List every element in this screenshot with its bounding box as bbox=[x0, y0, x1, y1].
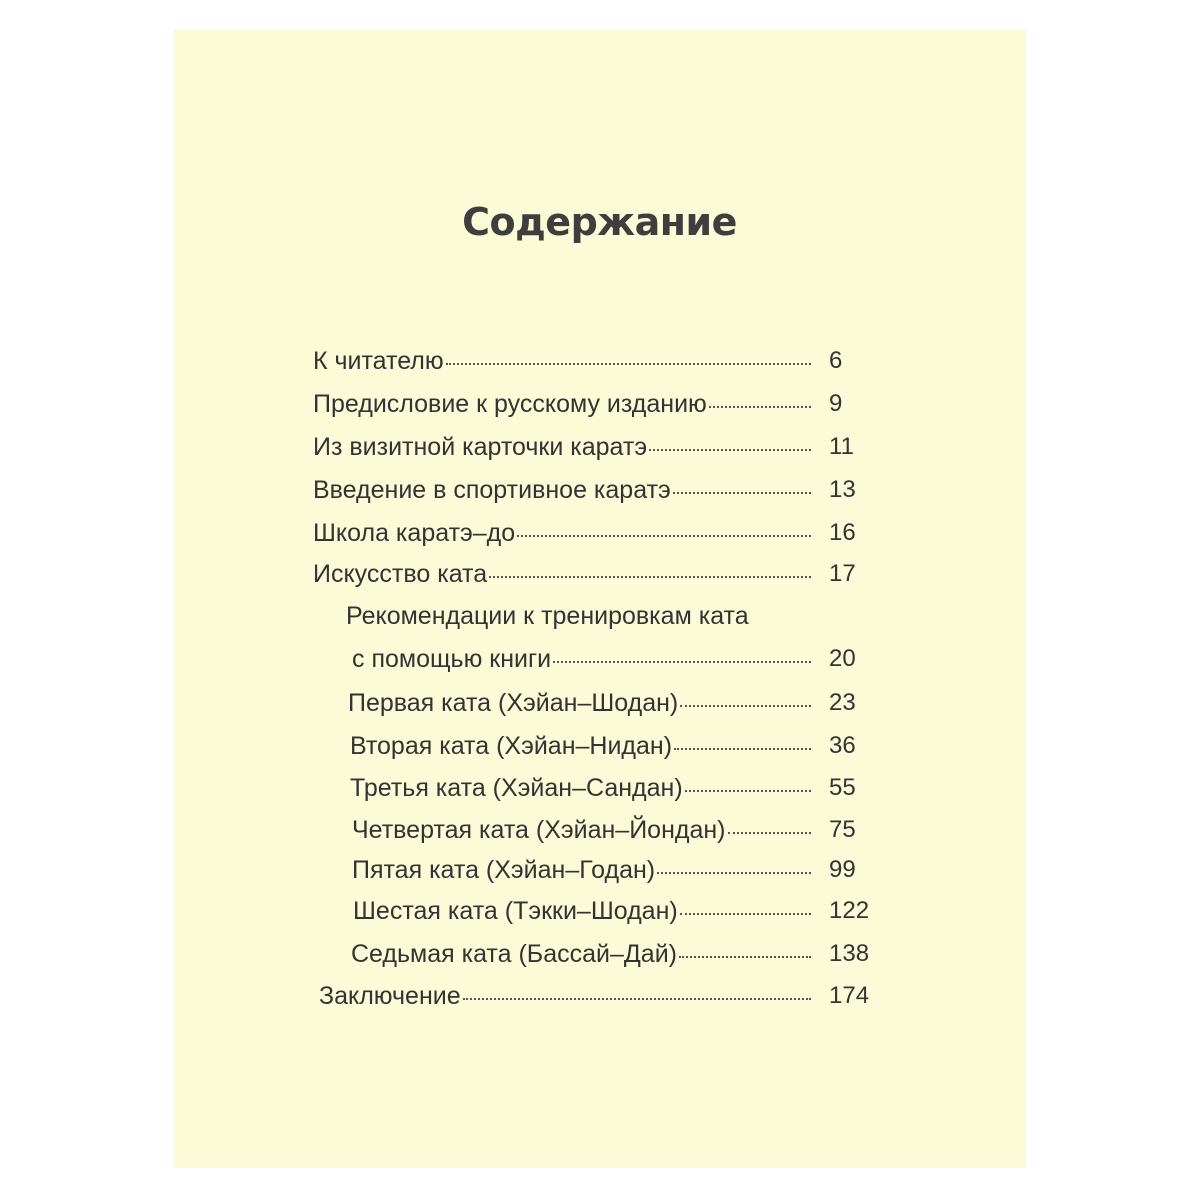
toc-entry bbox=[313, 390, 815, 426]
book-page bbox=[173, 30, 1026, 1168]
toc-entry-text: Шестая ката (Тэкки–Шодан) bbox=[353, 897, 678, 925]
toc-page-number: 20 bbox=[829, 645, 856, 672]
toc-entry-text: Третья ката (Хэйан–Сандан) bbox=[350, 774, 683, 802]
toc-entry-text: Введение в спортивное каратэ bbox=[313, 476, 671, 504]
toc-entry bbox=[313, 519, 815, 555]
dot-leader bbox=[553, 661, 811, 663]
dot-leader bbox=[517, 535, 811, 537]
toc-entry-text: Рекомендации к тренировкам ката bbox=[346, 602, 749, 630]
toc-entry-text: Вторая ката (Хэйан–Нидан) bbox=[350, 732, 673, 760]
toc-entry-text: Школа каратэ–до bbox=[313, 519, 516, 547]
toc-entry bbox=[352, 856, 815, 892]
dot-leader bbox=[446, 363, 811, 365]
toc-entry bbox=[353, 897, 815, 933]
dot-leader bbox=[680, 913, 811, 915]
toc-page-number: 6 bbox=[829, 347, 843, 374]
toc-entry bbox=[352, 645, 815, 681]
toc-entry-text: Заключение bbox=[319, 982, 461, 1010]
toc-entry-text: Предисловие к русскому изданию bbox=[313, 390, 707, 418]
toc-page-number: 23 bbox=[829, 689, 856, 716]
toc-entry-text: К читателю bbox=[313, 347, 444, 375]
toc-page-number: 9 bbox=[829, 390, 843, 417]
toc-entry-text: Четвертая ката (Хэйан–Йондан) bbox=[352, 816, 726, 844]
toc-page-number: 11 bbox=[829, 433, 854, 460]
toc-page-number: 17 bbox=[829, 560, 856, 587]
toc-entry bbox=[319, 982, 815, 1018]
toc-entry bbox=[351, 940, 815, 976]
toc-page-number: 99 bbox=[829, 856, 856, 883]
toc-entry bbox=[350, 774, 815, 810]
toc-entry-text: Из визитной карточки каратэ bbox=[313, 433, 648, 461]
toc-page-number: 55 bbox=[829, 774, 856, 801]
toc-page-number: 174 bbox=[829, 982, 870, 1009]
dot-leader bbox=[489, 576, 811, 578]
toc-entry-text: Первая ката (Хэйан–Шодан) bbox=[348, 689, 679, 717]
dot-leader bbox=[649, 449, 811, 451]
table-of-contents bbox=[173, 30, 1026, 1168]
toc-entry bbox=[352, 816, 815, 852]
toc-page-number: 75 bbox=[829, 816, 856, 843]
toc-entry bbox=[313, 560, 815, 596]
toc-page-number: 16 bbox=[829, 519, 856, 546]
toc-page-number: 36 bbox=[829, 732, 856, 759]
toc-entry bbox=[313, 347, 815, 383]
toc-entry bbox=[350, 732, 815, 768]
toc-entry-line1 bbox=[346, 602, 826, 638]
dot-leader bbox=[463, 998, 811, 1000]
dot-leader bbox=[679, 956, 811, 958]
toc-page-number: 122 bbox=[829, 897, 870, 924]
dot-leader bbox=[685, 790, 811, 792]
toc-entry bbox=[348, 689, 815, 725]
toc-entry-text: Седьмая ката (Бассай–Дай) bbox=[351, 940, 677, 968]
toc-page-number: 138 bbox=[829, 940, 870, 967]
page-title: Содержание bbox=[462, 200, 737, 244]
toc-entry bbox=[313, 433, 815, 469]
dot-leader bbox=[709, 406, 811, 408]
dot-leader bbox=[680, 705, 811, 707]
dot-leader bbox=[673, 492, 811, 494]
toc-entry-text: Искусство ката bbox=[313, 560, 488, 588]
dot-leader bbox=[657, 872, 811, 874]
dot-leader bbox=[728, 832, 812, 834]
toc-entry-text: Пятая ката (Хэйан–Годан) bbox=[352, 856, 656, 884]
toc-entry bbox=[313, 476, 815, 512]
toc-page-number: 13 bbox=[829, 476, 856, 503]
dot-leader bbox=[674, 748, 811, 750]
toc-entry-text: с помощью книги bbox=[352, 645, 552, 673]
